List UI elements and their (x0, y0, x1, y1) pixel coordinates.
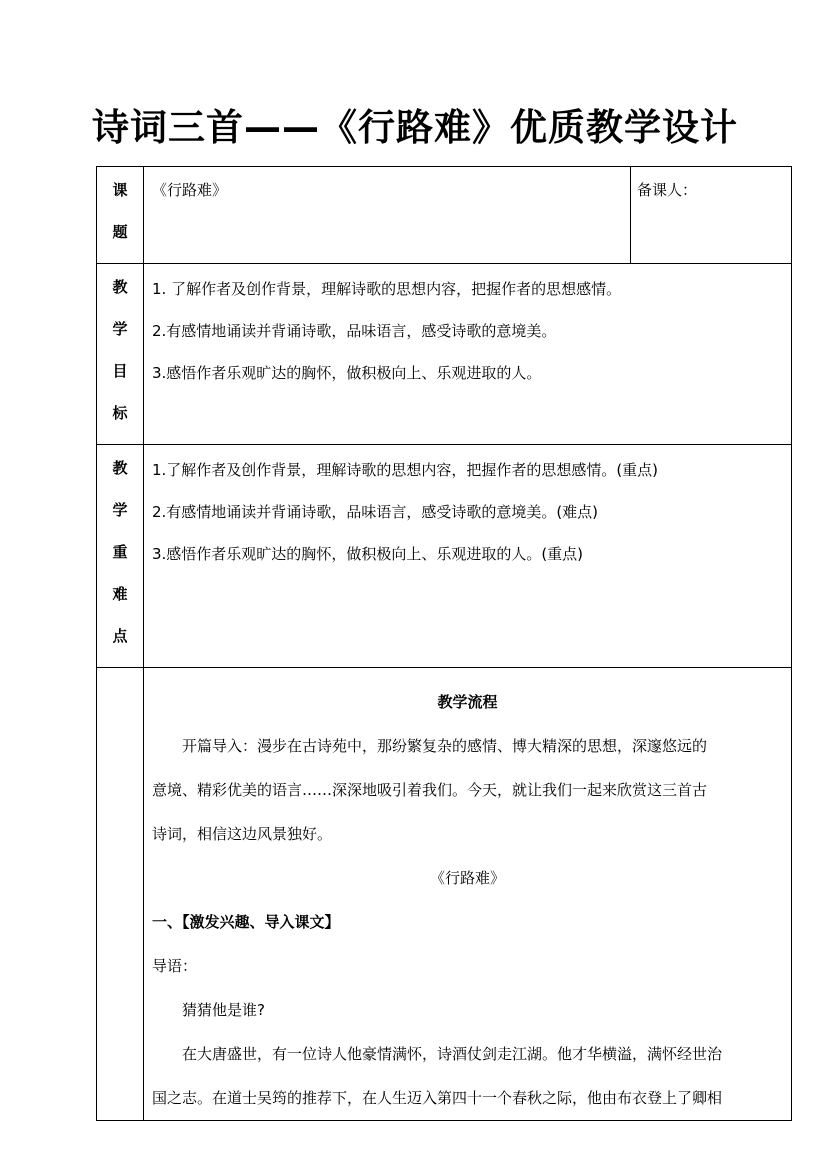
label-char: 重 (112, 543, 128, 561)
label-char: 课 (112, 181, 128, 199)
label-char: 学 (112, 501, 128, 519)
poem-title: 《行路难》 (429, 869, 505, 887)
preparer-label: 备课人： (637, 181, 698, 199)
intro-line: 诗词，相信这边风景独好。 (152, 825, 333, 843)
label-char: 教 (112, 459, 128, 477)
para-line: 在大唐盛世，有一位诗人他豪情满怀，诗酒仗剑走江湖。他才华横溢，满怀经世治 (182, 1045, 723, 1063)
key-points-cell (144, 445, 792, 668)
goal-item: 2.有感情地诵读并背诵诗歌，品味语言，感受诗歌的意境美。 (152, 322, 557, 340)
row-teaching-process (97, 668, 792, 1121)
label-lesson-topic (97, 167, 144, 264)
preparer-cell (631, 167, 792, 264)
label-char: 教 (112, 278, 128, 296)
section-heading: 一、【激发兴趣、导入课文】 (152, 913, 340, 931)
label-char: 点 (112, 627, 128, 645)
intro-line: 意境、精彩优美的语言……深深地吸引着我们。今天，就让我们一起来欣赏这三首古 (152, 781, 708, 799)
key-point-item: 1.了解作者及创作背景，理解诗歌的思想内容，把握作者的思想感情。(重点) (152, 461, 659, 479)
goal-item: 3.感悟作者乐观旷达的胸怀，做积极向上、乐观进取的人。 (152, 364, 542, 382)
guide-label: 导语： (152, 957, 198, 975)
row-lesson-topic (97, 167, 792, 264)
document-title: 诗词三首——《行路难》优质教学设计 (92, 106, 738, 149)
label-char: 学 (112, 320, 128, 338)
label-char: 题 (112, 223, 128, 241)
intro-line: 开篇导入：漫步在古诗苑中，那纷繁复杂的感情、博大精深的思想，深邃悠远的 (182, 737, 708, 755)
label-empty (97, 668, 144, 1121)
goal-item: 1. 了解作者及创作背景，理解诗歌的思想内容，把握作者的思想感情。 (152, 280, 622, 298)
label-key-points (97, 445, 144, 668)
process-heading: 教学流程 (437, 693, 498, 711)
row-teaching-goals (97, 264, 792, 445)
label-teaching-goals (97, 264, 144, 445)
label-char: 目 (112, 362, 128, 380)
lesson-title: 《行路难》 (152, 181, 228, 199)
label-char: 标 (112, 404, 128, 422)
guess-line: 猜猜他是谁? (182, 1001, 265, 1019)
key-point-item: 2.有感情地诵读并背诵诗歌，品味语言，感受诗歌的意境美。(难点) (152, 503, 599, 521)
key-point-item: 3.感悟作者乐观旷达的胸怀，做积极向上、乐观进取的人。(重点) (152, 545, 584, 563)
label-char: 难 (112, 585, 128, 603)
lesson-plan-table (96, 166, 792, 1121)
lesson-title-cell (144, 167, 631, 264)
teaching-goals-cell (144, 264, 792, 445)
para-line: 国之志。在道士吴筠的推荐下，在人生迈入第四十一个春秋之际，他由布衣登上了卿相 (152, 1089, 723, 1107)
teaching-process-cell (144, 668, 792, 1121)
row-key-points (97, 445, 792, 668)
